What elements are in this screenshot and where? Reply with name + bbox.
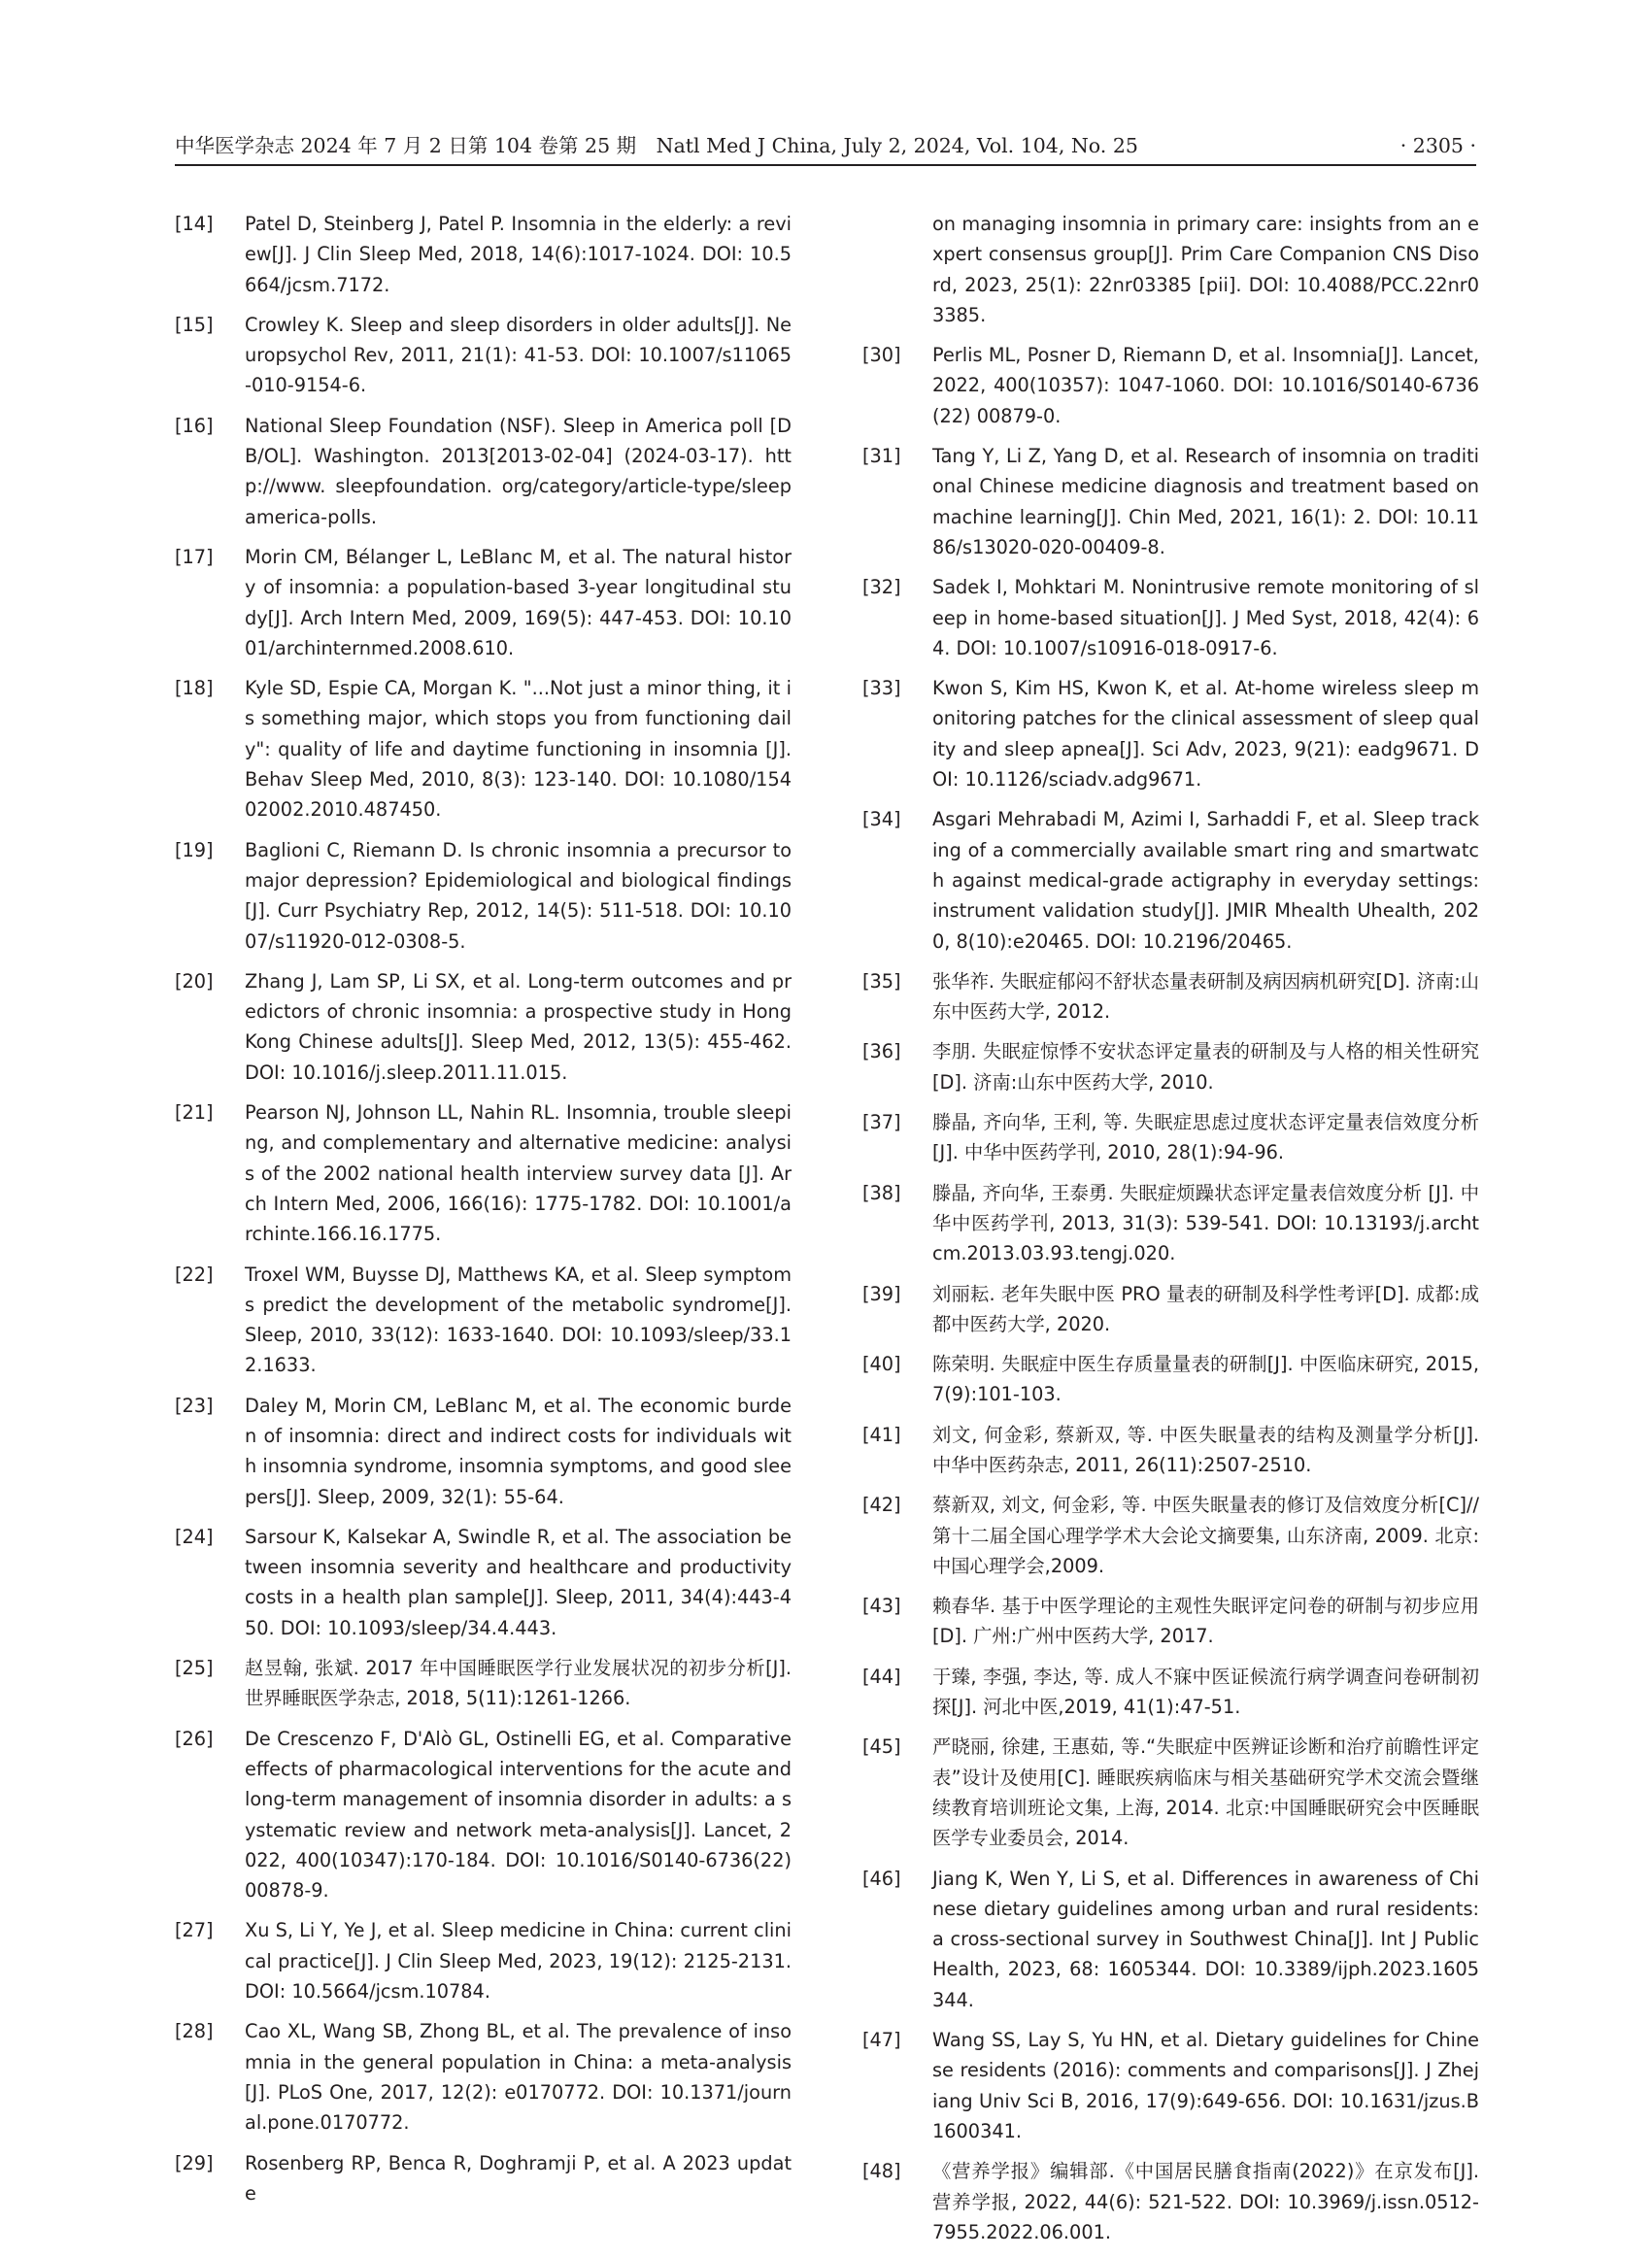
- reference-number: [27]: [175, 1919, 214, 1942]
- reference-number: [30]: [862, 344, 901, 367]
- reference-item: [175, 1391, 792, 1512]
- reference-text: Patel D, Steinberg J, Patel P. Insomnia in the elderly: a review[J]. J Clin Sleep Med, 2018, 14(6):1017-1024. DOI: 10.5664/jcsm.7172.: [245, 213, 792, 296]
- reference-number: [21]: [175, 1101, 214, 1125]
- reference-text: De Crescenzo F, D'Alò GL, Ostinelli EG, et al. Comparative effects of pharmacological interventions for the acute and long-term management of insomnia disorder in adults: a systematic review and network meta-analysis[J]. Lancet, 2022, 400(10347):170-184. DOI: 10.1016/S0140-6736(22) 00878-9.: [245, 1727, 792, 1903]
- reference-text: Wang SS, Lay S, Yu HN, et al. Dietary guidelines for Chinese residents (2016): comments and comparisons[J]. J Zhejiang Univ Sci B, 2016, 17(9):649-656. DOI: 10.1631/jzus.B1600341.: [932, 2029, 1479, 2142]
- reference-number: [26]: [175, 1727, 214, 1750]
- reference-item: [175, 209, 792, 300]
- reference-item: [862, 1490, 1479, 1581]
- reference-text: 滕晶, 齐向华, 王泰勇. 失眠症烦躁状态评定量表信效度分析 [J]. 中华中医药学刊, 2013, 31(3): 539-541. DOI: 10.13193/j.archtcm.2013.03.93.tengj.020.: [932, 1181, 1479, 1265]
- reference-number: [38]: [862, 1181, 901, 1204]
- reference-text: Baglioni C, Riemann D. Is chronic insomnia a precursor to major depression? Epidemiological and biological findings[J]. Curr Psychiatry Rep, 2012, 14(5): 511-518. DOI: 10.1007/s11920-012-0308-5.: [245, 838, 792, 953]
- reference-number: [42]: [862, 1494, 901, 1517]
- reference-item: [862, 441, 1479, 562]
- reference-number: [44]: [862, 1665, 901, 1688]
- reference-number: [31]: [862, 445, 901, 468]
- reference-number: [46]: [862, 1867, 901, 1890]
- reference-number: [16]: [175, 414, 214, 437]
- reference-item: [862, 340, 1479, 431]
- reference-text: National Sleep Foundation (NSF). Sleep in America poll [DB/OL]. Washington. 2013[2013-02-04] (2024-03-17). http://www. sleepfoundation. org/category/article-type/sleepamerica-polls.: [245, 414, 792, 528]
- reference-text: Troxel WM, Buysse DJ, Matthews KA, et al. Sleep symptoms predict the development of the metabolic syndrome[J]. Sleep, 2010, 33(12): 1633-1640. DOI: 10.1093/sleep/33.12.1633.: [245, 1263, 792, 1377]
- reference-number: [43]: [862, 1595, 901, 1618]
- reference-item: [862, 1178, 1479, 1269]
- reference-item: [175, 310, 792, 401]
- reference-item: [862, 804, 1479, 956]
- running-header: [175, 129, 1476, 166]
- references-right-column: [862, 209, 1479, 2257]
- reference-item: [862, 1420, 1479, 1481]
- reference-item: [862, 1349, 1479, 1410]
- reference-text: Cao XL, Wang SB, Zhong BL, et al. The prevalence of insomnia in the general population in China: a meta-analysis[J]. PLoS One, 2017, 12(2): e0170772. DOI: 10.1371/journal.pone.0170772.: [245, 2020, 792, 2135]
- references-left-column: [175, 209, 792, 2218]
- reference-item: [175, 835, 792, 957]
- reference-item: [175, 1653, 792, 1714]
- reference-text: Rosenberg RP, Benca R, Doghramji P, et al. A 2023 update: [245, 2151, 792, 2205]
- reference-text: Kwon S, Kim HS, Kwon K, et al. At-home wireless sleep monitoring patches for the clinical assessment of sleep quality and sleep apnea[J]. Sci Adv, 2023, 9(21): eadg9671. DOI: 10.1126/sciadv.adg9671.: [932, 677, 1479, 792]
- reference-number: [23]: [175, 1394, 214, 1417]
- reference-item: [862, 1732, 1479, 1853]
- reference-number: [37]: [862, 1111, 901, 1134]
- reference-number: [48]: [862, 2160, 901, 2183]
- reference-text: Sadek I, Mohktari M. Nonintrusive remote monitoring of sleep in home-based situation[J]. J Med Syst, 2018, 42(4): 64. DOI: 10.1007/s10916-018-0917-6.: [932, 576, 1479, 659]
- reference-number: [15]: [175, 313, 214, 336]
- reference-text: Morin CM, Bélanger L, LeBlanc M, et al. The natural history of insomnia: a population-based 3-year longitudinal study[J]. Arch Intern Med, 2009, 169(5): 447-453. DOI: 10.1001/archinternmed.2008.610.: [245, 545, 792, 659]
- reference-item: [175, 1724, 792, 1906]
- reference-continuation: [862, 209, 1479, 330]
- reference-number: [36]: [862, 1040, 901, 1063]
- reference-item: [862, 1591, 1479, 1652]
- reference-text: 张华祚. 失眠症郁闷不舒状态量表研制及病因病机研究[D]. 济南:山东中医药大学, 2012.: [932, 969, 1479, 1024]
- reference-text: 《营养学报》编辑部.《中国居民膳食指南(2022)》在京发布[J]. 营养学报, 2022, 44(6): 521-522. DOI: 10.3969/j.issn.0512-7955.2022.06.001.: [932, 2160, 1479, 2243]
- reference-text: 蔡新双, 刘文, 何金彩, 等. 中医失眠量表的修订及信效度分析[C]//第十二届全国心理学学术大会论文摘要集, 山东济南, 2009. 北京:中国心理学会,2009.: [932, 1494, 1479, 1577]
- reference-text: Kyle SD, Espie CA, Morgan K. "...Not just a minor thing, it is something major, which stops you from functioning daily": quality of life and daytime functioning in insomnia [J]. Behav Sleep Med, 2010, 8(3): 123-140. DOI: 10.1080/15402002.2010.487450.: [245, 677, 792, 822]
- reference-number: [33]: [862, 677, 901, 700]
- reference-item: [175, 1097, 792, 1249]
- reference-text: Tang Y, Li Z, Yang D, et al. Research of insomnia on traditional Chinese medicine diagnosis and treatment based on machine learning[J]. Chin Med, 2021, 16(1): 2. DOI: 10.1186/s13020-020-00409-8.: [932, 445, 1479, 558]
- reference-number: [18]: [175, 677, 214, 700]
- reference-text: 刘丽耘. 老年失眠中医 PRO 量表的研制及科学性考评[D]. 成都:成都中医药大学, 2020.: [932, 1282, 1479, 1335]
- reference-text: 赖春华. 基于中医学理论的主观性失眠评定问卷的研制与初步应用[D]. 广州:广州中医药大学, 2017.: [932, 1595, 1479, 1648]
- reference-number: [22]: [175, 1263, 214, 1286]
- reference-item: [862, 966, 1479, 1027]
- reference-item: [175, 542, 792, 663]
- reference-text: Sarsour K, Kalsekar A, Swindle R, et al. The association between insomnia severity and healthcare and productivity costs in a health plan sample[J]. Sleep, 2011, 34(4):443-450. DOI: 10.1093/sleep/34.4.443.: [245, 1525, 792, 1639]
- reference-number: [32]: [862, 576, 901, 599]
- reference-text: Pearson NJ, Johnson LL, Nahin RL. Insomnia, trouble sleeping, and complementary and alternative medicine: analysis of the 2002 national health interview survey data [J]. Arch Intern Med, 2006, 166(16): 1775-1782. DOI: 10.1001/archinte.166.16.1775.: [245, 1101, 792, 1246]
- reference-item: [862, 1864, 1479, 2015]
- reference-item: [175, 1522, 792, 1643]
- reference-number: [34]: [862, 808, 901, 831]
- reference-number: [47]: [862, 2029, 901, 2052]
- reference-text: Perlis ML, Posner D, Riemann D, et al. Insomnia[J]. Lancet, 2022, 400(10357): 1047-1060. DOI: 10.1016/S0140-6736(22) 00879-0.: [932, 344, 1479, 427]
- reference-text: 滕晶, 齐向华, 王利, 等. 失眠症思虑过度状态评定量表信效度分析[J]. 中华中医药学刊, 2010, 28(1):94-96.: [932, 1111, 1479, 1164]
- reference-item: [862, 1107, 1479, 1168]
- reference-text: on managing insomnia in primary care: insights from an expert consensus group[J]. Prim Care Companion CNS Disord, 2023, 25(1): 22nr03385 [pii]. DOI: 10.4088/PCC.22nr03385.: [932, 213, 1479, 326]
- reference-text: Asgari Mehrabadi M, Azimi I, Sarhaddi F, et al. Sleep tracking of a commercially available smart ring and smartwatch against medical-grade actigraphy in everyday settings: instrument validation study[J]. JMIR Mhealth Uhealth, 2020, 8(10):e20465. DOI: 10.2196/20465.: [932, 808, 1479, 953]
- reference-item: [862, 2156, 1479, 2247]
- reference-text: 于臻, 李强, 李达, 等. 成人不寐中医证候流行病学调查问卷研制初探[J]. 河北中医,2019, 41(1):47-51.: [932, 1665, 1479, 1719]
- reference-item: [175, 411, 792, 532]
- reference-number: [17]: [175, 545, 214, 568]
- reference-text: Daley M, Morin CM, LeBlanc M, et al. The economic burden of insomnia: direct and indirect costs for individuals with insomnia syndrome, insomnia symptoms, and good sleepers[J]. Sleep, 2009, 32(1): 55-64.: [245, 1394, 792, 1508]
- reference-item: [175, 2016, 792, 2138]
- reference-number: [40]: [862, 1353, 901, 1376]
- reference-number: [20]: [175, 969, 214, 993]
- reference-text: Zhang J, Lam SP, Li SX, et al. Long-term outcomes and predictors of chronic insomnia: a prospective study in Hong Kong Chinese adults[J]. Sleep Med, 2012, 13(5): 455-462. DOI: 10.1016/j.sleep.2011.11.015.: [245, 969, 792, 1084]
- reference-number: [14]: [175, 213, 214, 235]
- reference-number: [35]: [862, 969, 901, 993]
- reference-text: 赵昱翰, 张斌. 2017 年中国睡眠医学行业发展状况的初步分析[J]. 世界睡眠医学杂志, 2018, 5(11):1261-1266.: [245, 1657, 792, 1710]
- reference-number: [25]: [175, 1657, 214, 1680]
- reference-item: [862, 572, 1479, 663]
- reference-item: [175, 1260, 792, 1381]
- reference-item: [862, 1662, 1479, 1723]
- reference-item: [175, 673, 792, 825]
- page-number: · 2305 ·: [1399, 134, 1476, 157]
- reference-number: [39]: [862, 1282, 901, 1305]
- reference-number: [19]: [175, 838, 214, 861]
- reference-number: [28]: [175, 2020, 214, 2043]
- reference-text: Jiang K, Wen Y, Li S, et al. Differences in awareness of Chinese dietary guidelines among urban and rural residents: a cross-sectional survey in Southwest China[J]. Int J Public Health, 2023, 68: 1605344. DOI: 10.3389/ijph.2023.1605344.: [932, 1867, 1479, 2011]
- reference-text: Crowley K. Sleep and sleep disorders in older adults[J]. Neuropsychol Rev, 2011, 21(1): 41-53. DOI: 10.1007/s11065-010-9154-6.: [245, 313, 792, 397]
- reference-text: 陈荣明. 失眠症中医生存质量量表的研制[J]. 中医临床研究, 2015, 7(9):101-103.: [932, 1353, 1479, 1406]
- reference-text: 李朋. 失眠症惊悸不安状态评定量表的研制及与人格的相关性研究[D]. 济南:山东中医药大学, 2010.: [932, 1040, 1479, 1094]
- reference-item: [862, 2025, 1479, 2146]
- reference-number: [24]: [175, 1525, 214, 1548]
- reference-item: [862, 1279, 1479, 1340]
- reference-item: [175, 2148, 792, 2209]
- reference-text: 刘文, 何金彩, 蔡新双, 等. 中医失眠量表的结构及测量学分析[J]. 中华中医药杂志, 2011, 26(11):2507-2510.: [932, 1423, 1479, 1476]
- reference-item: [862, 1036, 1479, 1097]
- reference-number: [29]: [175, 2151, 214, 2174]
- reference-text: Xu S, Li Y, Ye J, et al. Sleep medicine in China: current clinical practice[J]. J Clin Sleep Med, 2023, 19(12): 2125-2131. DOI: 10.5664/jcsm.10784.: [245, 1919, 792, 2004]
- reference-item: [862, 673, 1479, 794]
- reference-number: [41]: [862, 1423, 901, 1446]
- reference-text: 严晓丽, 徐建, 王惠茹, 等.“失眠症中医辨证诊断和治疗前瞻性评定表”设计及使用[C]. 睡眠疾病临床与相关基础研究学术交流会暨继续教育培训班论文集, 上海, 2014. 北京:中国睡眠研究会中医睡眠医学专业委员会, 2014.: [932, 1735, 1479, 1850]
- reference-number: [45]: [862, 1735, 901, 1759]
- reference-item: [175, 966, 792, 1088]
- journal-citation: 中华医学杂志 2024 年 7 月 2 日第 104 卷第 25 期 Natl Med J China, July 2, 2024, Vol. 104, No. 25: [175, 134, 1138, 157]
- reference-item: [175, 1915, 792, 2006]
